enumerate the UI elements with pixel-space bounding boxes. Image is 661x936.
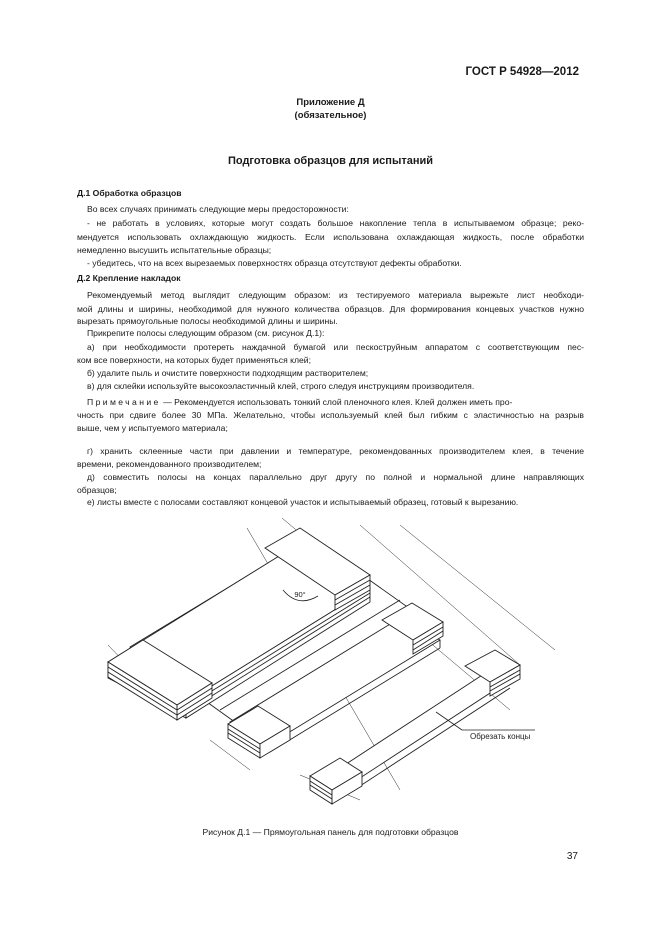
- appendix-title: Приложение Д: [296, 97, 365, 108]
- appendix-subtitle: (обязательное): [294, 110, 367, 121]
- text-line: Во всех случаях принимать следующие меры предосторожности:: [87, 204, 349, 214]
- text-line: б) удалите пыль и очистите поверхности подходящим растворителем;: [87, 368, 369, 378]
- text-line: образцов;: [77, 485, 117, 495]
- text-line: д) совместить полосы на концах параллельно друг другу по полной и нормальной длине направляющих: [87, 472, 584, 482]
- note-line: [87, 397, 584, 408]
- section-title: Подготовка образцов для испытаний: [227, 155, 434, 167]
- text-line: а) при необходимости протереть наждачной бумагой или пескоструйным аппаратом с соответствующим пес-: [87, 342, 584, 352]
- text-line: г) хранить склеенные части при давлении и температуре, рекомендованных производителем клея, в течение: [87, 446, 584, 456]
- text-line: в) для склейки используйте высокоэластичный клей, строго следуя инструкциям производителя.: [87, 381, 475, 391]
- text-line: выше, чем у испытуемого материала;: [77, 423, 228, 433]
- page-number: 37: [566, 851, 578, 862]
- angle-label: 90°: [294, 590, 306, 599]
- section-d2-heading: Д.2 Крепление накладок: [77, 273, 181, 283]
- text-line: чность при сдвиге более 30 МПа. Желательно, чтобы используемый клей был гибким с эластичностью на разрыв: [77, 410, 584, 420]
- note-text: — Рекомендуется использовать тонкий слой пленочного клея. Клей должен иметь про-: [160, 397, 513, 407]
- figure-panel-diagram: [100, 515, 560, 815]
- note-label: Примечание: [87, 397, 161, 407]
- text-line: немедленно высушить испытательные образцы;: [77, 245, 272, 255]
- document-id: ГОСТ Р 54928—2012: [465, 66, 579, 78]
- callout-label: Обрезать концы: [470, 732, 531, 741]
- text-line: Прикрепите полосы следующим образом (см. рисунок Д.1):: [87, 328, 325, 338]
- text-line: - убедитесь, что на всех вырезаемых поверхностях образца отсутствуют дефекты обработки.: [87, 258, 462, 268]
- text-line: времени, рекомендованного производителем;: [77, 459, 262, 469]
- figure-caption: Рисунок Д.1 — Прямоугольная панель для подготовки образцов: [202, 827, 459, 837]
- text-line: Рекомендуемый метод выглядит следующим образом: из тестируемого материала вырежьте лист необходи-: [87, 290, 584, 300]
- text-line: мой длины и ширины, необходимой для нужного количества образцов. Для формирования концевых участков нужно: [77, 304, 584, 314]
- text-line: ком все поверхности, на которых будет применяться клей;: [77, 355, 311, 365]
- text-line: - не работать в условиях, которые могут создать большое накопление тепла в испытываемом образце; реко-: [87, 218, 584, 228]
- text-line: е) листы вместе с полосами составляют концевой участок и испытываемый образец, готовый к вырезанию.: [87, 497, 519, 507]
- text-line: мендуется использовать охлаждающую жидкость. Если использована охлаждающая жидкость, после обработки: [77, 232, 584, 242]
- section-d1-heading: Д.1 Обработка образцов: [77, 188, 182, 198]
- text-line: вырезать прямоугольные полосы необходимой длины и ширины.: [77, 316, 338, 326]
